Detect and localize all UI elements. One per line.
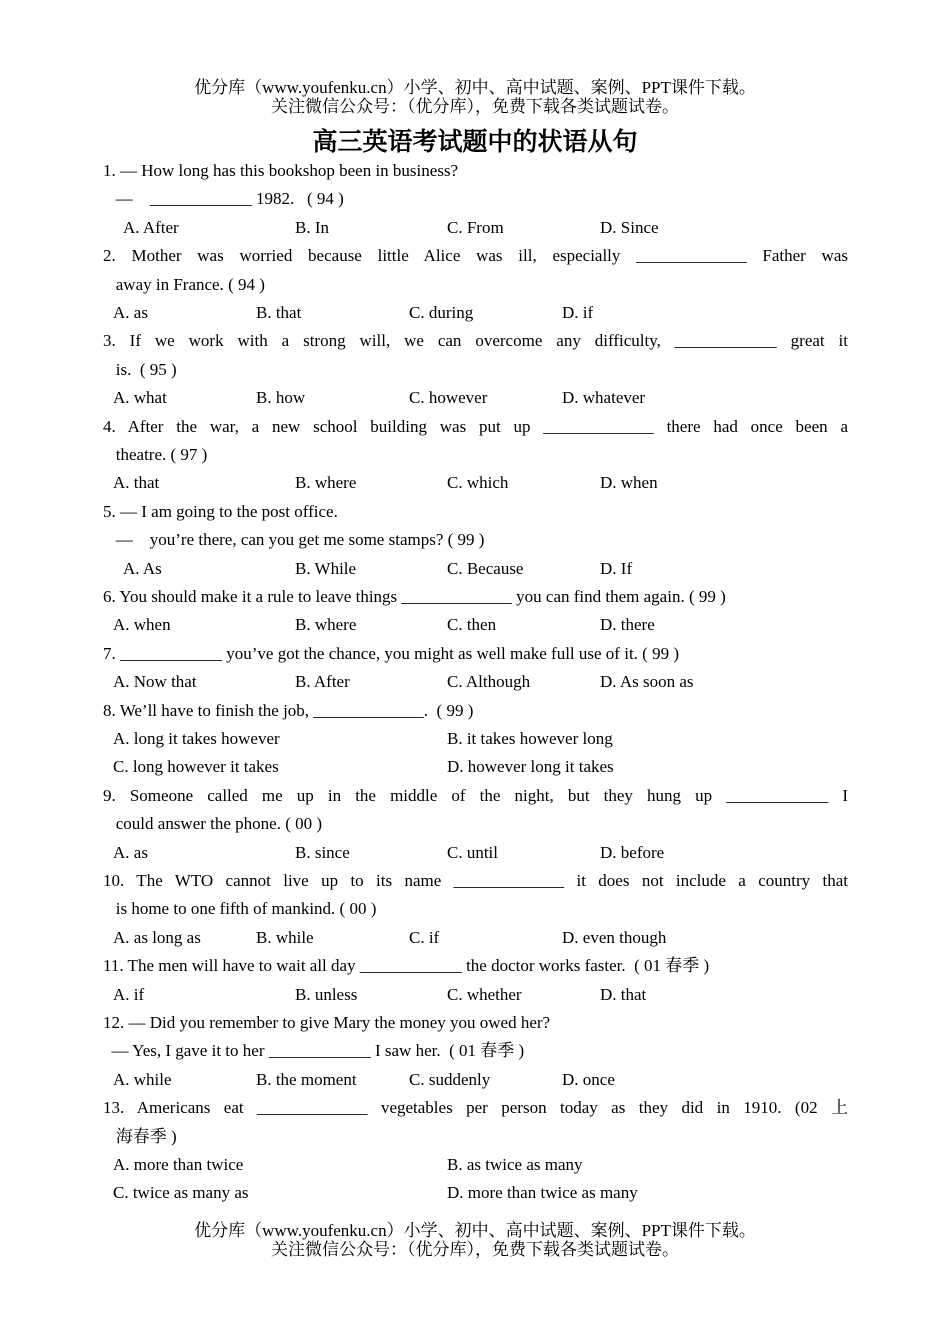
answer-option: A. what	[113, 388, 167, 407]
question-line: — ____________ 1982. ( 94 )	[103, 189, 344, 208]
answer-option: C. however	[409, 388, 488, 407]
question-line: could answer the phone. ( 00 )	[103, 814, 323, 833]
question-line: 12. — Did you remember to give Mary the money you owed her?	[103, 1013, 551, 1032]
header-line-1: 优分库（www.youfenku.cn）小学、初中、高中试题、案例、PPT课件下载。	[194, 78, 756, 97]
answer-option: A. more than twice	[113, 1155, 244, 1174]
question-line: away in France. ( 94 )	[103, 275, 265, 294]
answer-option: A. As	[123, 559, 162, 578]
answer-option: D. there	[600, 615, 655, 634]
answer-option: C. twice as many as	[113, 1183, 249, 1202]
answer-option: A. as	[113, 303, 148, 322]
question-line: 9. Someone called me up in the middle of the night, but they hung up ____________ I	[103, 786, 848, 805]
answer-option: C. long however it takes	[113, 757, 279, 776]
answer-option: D. even though	[562, 928, 667, 947]
answer-option: A. while	[113, 1070, 172, 1089]
question-line: 11. The men will have to wait all day ____________ the doctor works faster. ( 01 春季 )	[103, 956, 710, 975]
answer-option: B. where	[295, 615, 357, 634]
answer-option: D. Since	[600, 218, 659, 237]
answer-option: B. where	[295, 473, 357, 492]
answer-option: A. that	[113, 473, 160, 492]
answer-option: C. Although	[447, 672, 531, 691]
answer-option: D. once	[562, 1070, 615, 1089]
answer-option: C. if	[409, 928, 440, 947]
answer-option: A. if	[113, 985, 145, 1004]
answer-option: C. then	[447, 615, 497, 634]
answer-option: C. suddenly	[409, 1070, 491, 1089]
answer-option: D. if	[562, 303, 594, 322]
answer-option: A. as long as	[113, 928, 201, 947]
question-line: is home to one fifth of mankind. ( 00 )	[103, 899, 377, 918]
answer-option: B. as twice as many	[447, 1155, 583, 1174]
answer-option: B. unless	[295, 985, 358, 1004]
question-line: theatre. ( 97 )	[103, 445, 208, 464]
answer-option: B. that	[256, 303, 302, 322]
answer-option: B. While	[295, 559, 357, 578]
answer-option: B. it takes however long	[447, 729, 613, 748]
answer-option: D. before	[600, 843, 665, 862]
header-line-2: 关注微信公众号：（优分库），免费下载各类试题试卷。	[271, 97, 679, 116]
question-line: 13. Americans eat _____________ vegetables per person today as they did in 1910. (02 上	[103, 1098, 848, 1117]
answer-option: C. during	[409, 303, 474, 322]
footer-line-2: 关注微信公众号：（优分库），免费下载各类试题试卷。	[271, 1240, 679, 1259]
question-line: 7. ____________ you’ve got the chance, you might as well make full use of it. ( 99 )	[103, 644, 679, 663]
answer-option: B. since	[295, 843, 350, 862]
answer-option: D. however long it takes	[447, 757, 614, 776]
answer-option: D. whatever	[562, 388, 646, 407]
answer-option: C. until	[447, 843, 499, 862]
answer-option: C. Because	[447, 559, 524, 578]
question-line: 10. The WTO cannot live up to its name _____________ it does not include a country that	[103, 871, 848, 890]
question-line: 4. After the war, a new school building was put up _____________ there had once been a	[103, 417, 848, 436]
answer-option: A. Now that	[113, 672, 197, 691]
answer-option: D. If	[600, 559, 633, 578]
answer-option: C. From	[447, 218, 504, 237]
question-line: is. ( 95 )	[103, 360, 177, 379]
answer-option: B. while	[256, 928, 314, 947]
question-line: 2. Mother was worried because little Alice was ill, especially _____________ Father was	[103, 246, 848, 265]
question-line: 海春季 )	[103, 1127, 177, 1146]
page-title: 高三英语考试题中的状语从句	[312, 129, 638, 156]
answer-option: B. After	[295, 672, 350, 691]
answer-option: B. In	[295, 218, 329, 237]
answer-option: A. long it takes however	[113, 729, 280, 748]
answer-option: A. when	[113, 615, 171, 634]
answer-option: B. how	[256, 388, 306, 407]
answer-option: C. which	[447, 473, 509, 492]
answer-option: A. as	[113, 843, 148, 862]
question-line: — you’re there, can you get me some stamps? ( 99 )	[103, 530, 485, 549]
footer-line-1: 优分库（www.youfenku.cn）小学、初中、高中试题、案例、PPT课件下载。	[194, 1221, 756, 1240]
answer-option: D. more than twice as many	[447, 1183, 638, 1202]
answer-option: C. whether	[447, 985, 522, 1004]
question-line: 6. You should make it a rule to leave things _____________ you can find them again. ( 99 )	[103, 587, 726, 606]
question-line: 5. — I am going to the post office.	[103, 502, 338, 521]
answer-option: D. when	[600, 473, 658, 492]
answer-option: D. As soon as	[600, 672, 694, 691]
question-line: 3. If we work with a strong will, we can overcome any difficulty, ____________ great it	[103, 331, 848, 350]
question-line: 8. We’ll have to finish the job, _____________. ( 99 )	[103, 701, 474, 720]
answer-option: D. that	[600, 985, 647, 1004]
question-line: — Yes, I gave it to her ____________ I saw her. ( 01 春季 )	[103, 1041, 525, 1060]
answer-option: A. After	[123, 218, 179, 237]
answer-option: B. the moment	[256, 1070, 357, 1089]
question-line: 1. — How long has this bookshop been in business?	[103, 161, 459, 180]
